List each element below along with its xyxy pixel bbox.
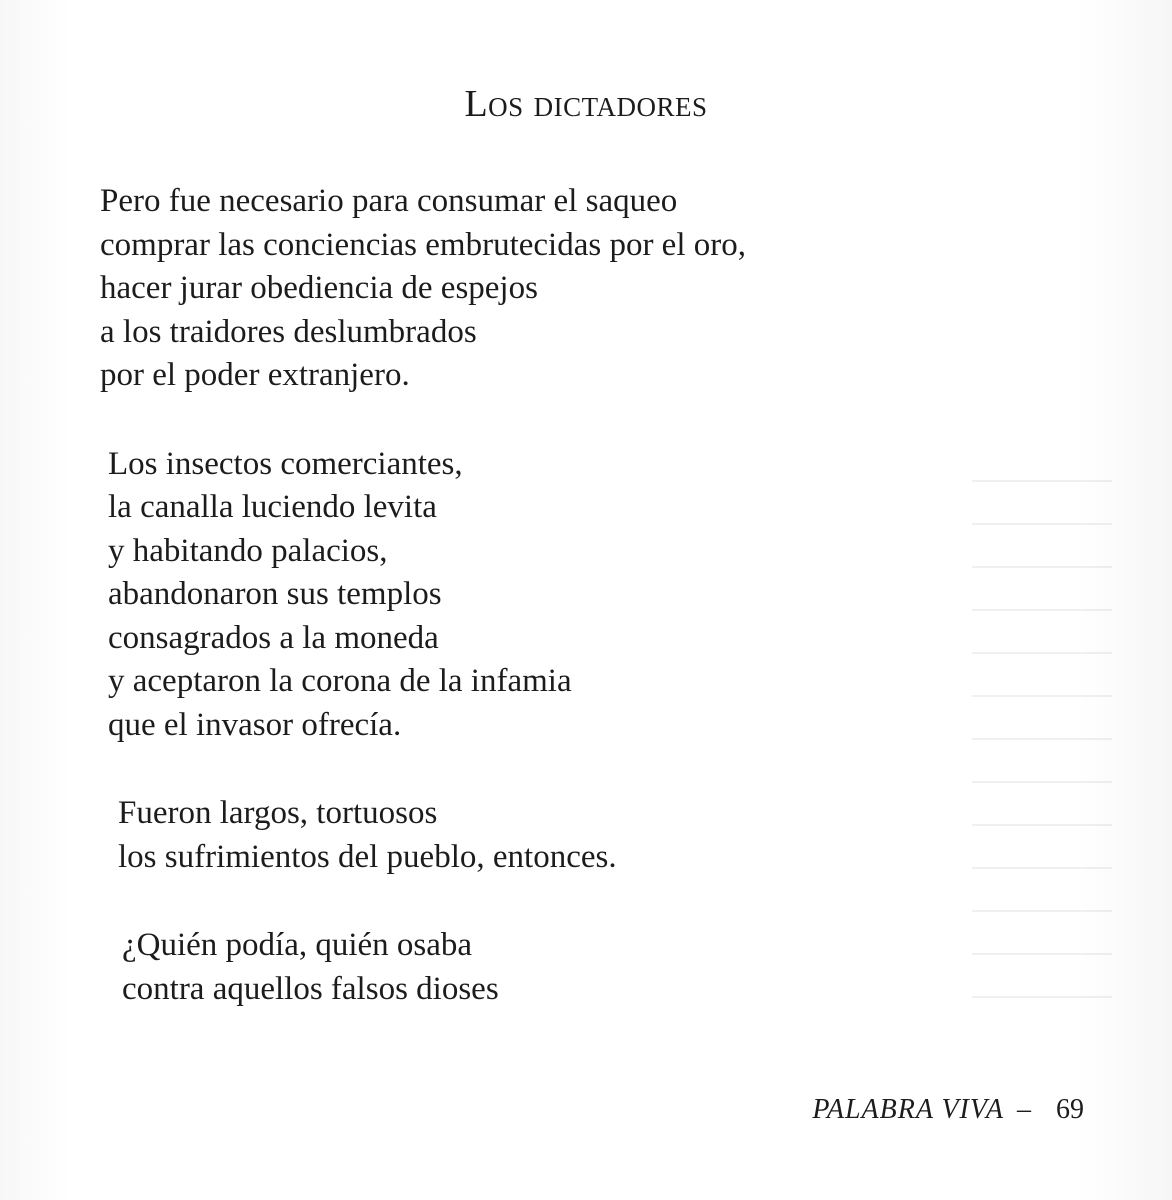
poem-title: Los dictadores xyxy=(464,83,708,125)
running-title: PALABRA VIVA xyxy=(812,1094,1004,1125)
page-footer xyxy=(812,1094,1084,1126)
poem-line: y aceptaron la corona de la infamia xyxy=(108,663,572,699)
poem-line: Fueron largos, tortuosos xyxy=(118,795,438,831)
poem-line: Pero fue necesario para consumar el saqueo xyxy=(100,183,678,219)
poem-line: y habitando palacios, xyxy=(108,532,388,569)
poem-body xyxy=(100,180,1000,1056)
poem-line: comprar las conciencias embrutecidas por el oro, xyxy=(100,226,746,263)
poem-line: consagrados a la moneda xyxy=(108,619,439,656)
poem-line: ¿Quién podía, quién osaba xyxy=(122,927,473,963)
poem-line: Los insectos comerciantes, xyxy=(108,445,463,482)
poem-line: la canalla luciendo levita xyxy=(108,489,437,525)
stanza xyxy=(100,924,1000,1011)
poem-line: hacer jurar obediencia de espejos xyxy=(100,270,538,306)
page-number: 69 xyxy=(1056,1094,1084,1125)
poem-line: a los traidores deslumbrados xyxy=(100,313,477,350)
footer-dash: – xyxy=(1017,1094,1031,1125)
poem-line: los sufrimientos del pueblo, entonces. xyxy=(118,838,617,875)
poem-line: contra aquellos falsos dioses xyxy=(122,970,499,1007)
poem-line: abandonaron sus templos xyxy=(108,576,442,612)
stanza xyxy=(100,443,1000,748)
stanza xyxy=(100,180,1000,398)
poem-line: que el invasor ofrecía. xyxy=(108,706,402,743)
poem-line: por el poder extranjero. xyxy=(100,357,410,393)
stanza xyxy=(100,792,1000,879)
